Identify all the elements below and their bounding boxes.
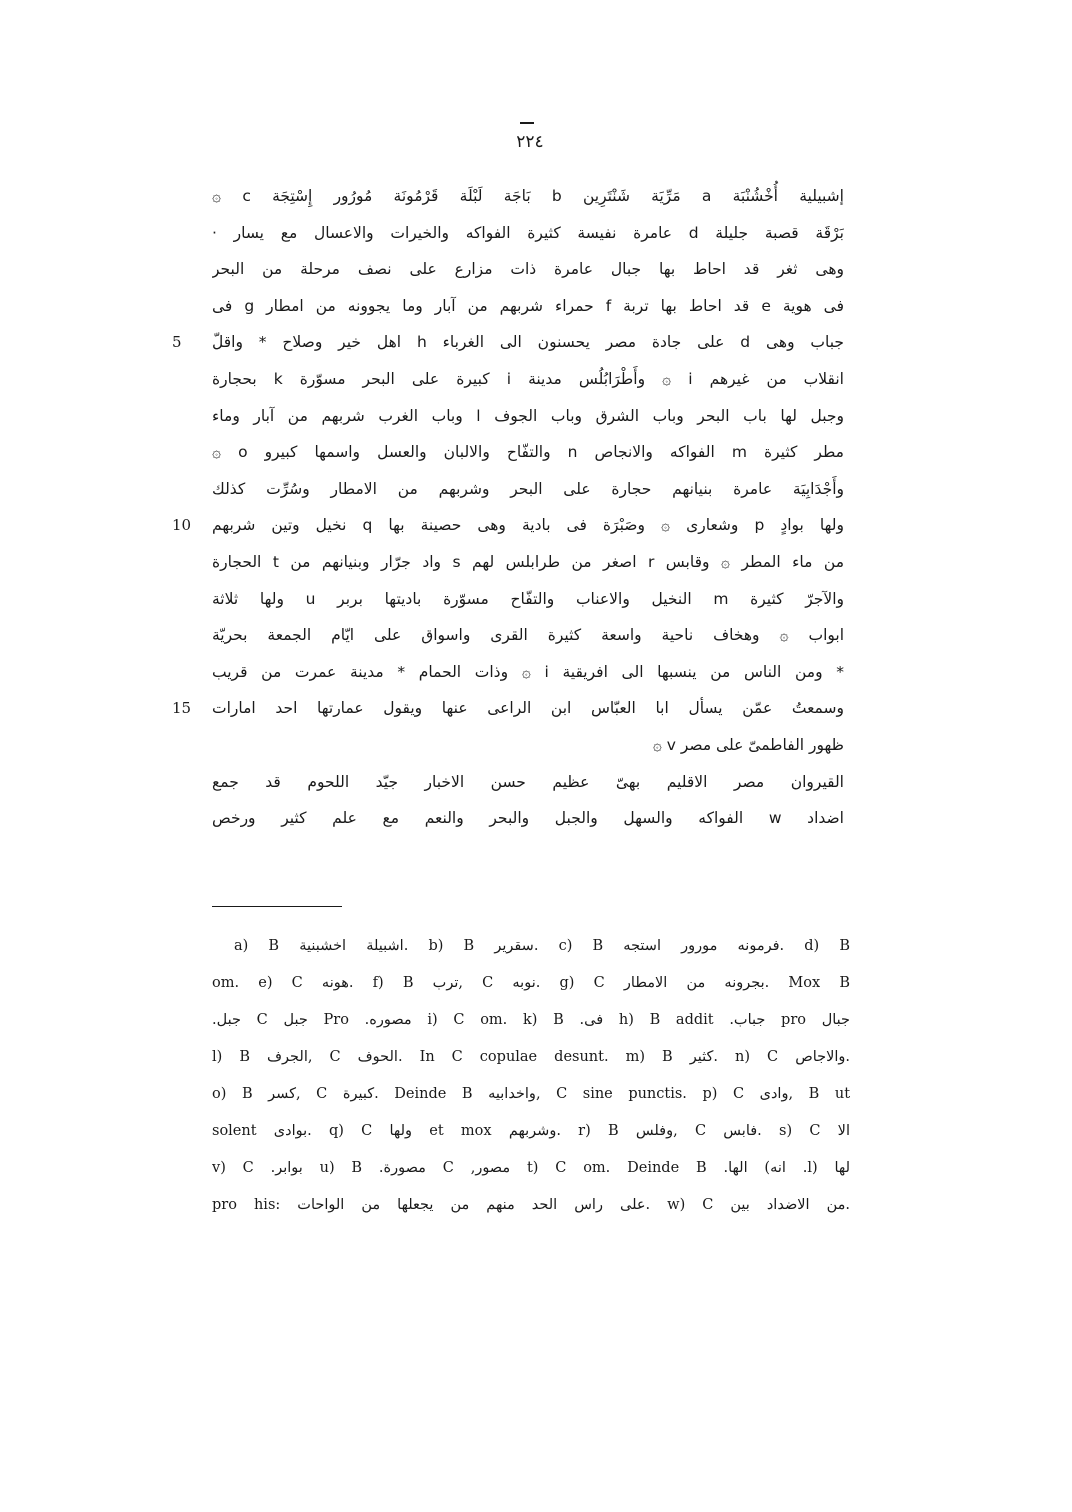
text-line: فى هوية e قد احاط بها تربة f حمراء شربهم من آبار وما يجوونه من امطار g فى xyxy=(212,296,844,315)
footnote-line: l) B الجرف, C الحوف. In C copulae desunt. m) B كثير. n) C والاجاص. xyxy=(212,1049,850,1065)
text-line: وجبل لها باب البحر وباب الشرق وباب الجوف l وباب الغرب شربهم من آبار وماء xyxy=(212,406,844,425)
text-line: القيروان مصر الاقليم بهىّ عظيم حسن الاخبار جيّد اللحوم قد جمع xyxy=(212,772,844,791)
footnote-line: o) B كسر, C كبيرة. Deinde B واخدابيه, C sine punctis. p) C وادى, B ut xyxy=(212,1086,850,1102)
text-line: إشبيلية أُخْشُنْبَة a مَرِّيَة شَنْتَرِين b بَاجَة لَبْلَة قَرْمُونَة مُورُور إِسْتِجَة c ۞ xyxy=(212,187,844,205)
footnote-line: a) B اشبيلة اخشبنية. b) B سقرير. c) B فرمونه مورور استجه. d) B xyxy=(234,938,850,954)
text-line: انقلاب من غيرهم i ۞ وأَطْرَابُلُس مدينة i كبيرة على البحر مسوّرة k بحجارة xyxy=(212,369,844,388)
text-line: * ومن الناس من ينسبها الى افريقية i ۞ وذات الحمام * مدينة عمرت من قريب xyxy=(212,662,844,681)
text-line: اضداد w الفواكه والسهل والجبل والبحر والنعم مع علم كثير ورخص xyxy=(212,809,844,828)
footnote-line: pro his: على راس الحد منهم من يجعلها من الواحات. w) C من الاضداد بين. xyxy=(212,1197,850,1213)
line-number: 10 xyxy=(172,516,192,535)
text-line: والآجرّ كثيرة m النخيل والاعناب والتفّاح مسوّرة باديتها بربر u ولها ثلاثة xyxy=(212,589,844,608)
text-line: ابواب ۞ وهخاف ناحية واسعة كثيرة القرى واسواق على ايّام الجمعة بحريّة xyxy=(212,626,844,645)
text-line: ظهور الفاطمىّ على مصر v ۞ xyxy=(652,735,844,754)
footnotes xyxy=(212,928,850,1224)
text-line: بَرْقَة قصبة جليلة d عامرة نفيسة كثيرة الفواكه والخيرات والاعسال مع يسار · xyxy=(212,223,844,242)
footnote-line: om. e) C هونه. f) B ترب, C نوبه. g) C بجرونه من الامطار. Mox B xyxy=(212,975,850,991)
line-number: 15 xyxy=(172,699,192,718)
text-line: وهى ثغر قد احاط بها جبال عامرة ذات مزارع على نصف مرحلة من البحر xyxy=(212,260,844,279)
text-line: مطر كثيرة m الفواكه والانجاص n والتفّاح والالبان والعسل واسمها كبيرو o ۞ xyxy=(212,443,844,462)
main-text xyxy=(172,178,844,837)
text-line: ولها بوادٍ p وشعارى ۞ وصَبْرَة فى بادية وهى حصينة بها q نخيل وتين شربهم 10 xyxy=(212,507,844,544)
text-line: وأَجْدَابِيَة عامرة بنيانهم حجارة على البحر وشربهم من الامطار وسُرِّت كذلك xyxy=(212,479,844,498)
page-number: ٢٢٤ xyxy=(516,132,544,152)
footnote-line: solent بوادى. q) C ولها et mox وشربهم. r) B وفلس, C فابس. s) C الا xyxy=(212,1123,850,1139)
text-line: وسمعتُ عمّن يسأل ابا العبّاس ابن الراعى عنها ويقول عمارتها احد امارات 15 xyxy=(212,690,844,727)
text-line: جباب وهى d على جادة مصر يحسنون الى الغرباء h اهل خير وصلاح * واقلّ 5 xyxy=(212,324,844,361)
footnote-line: جبال pro جباب. h) B addit فى. i) C om. k) B مصوره. Pro جبل C جبل. xyxy=(212,1012,850,1028)
text-line: من ماء المطر ۞ وقابس r اصغر من طرابلس لهم s واد جرّار وبنيانهم من t الحجارة xyxy=(212,552,844,571)
line-number: 5 xyxy=(172,333,182,352)
footnote-divider xyxy=(212,906,342,907)
footnote-line: لها (l. انه) الها. t) C om. Deinde B مصور, C مصورة. u) B بوابر. v) C xyxy=(212,1160,850,1176)
header-rule xyxy=(520,122,534,124)
